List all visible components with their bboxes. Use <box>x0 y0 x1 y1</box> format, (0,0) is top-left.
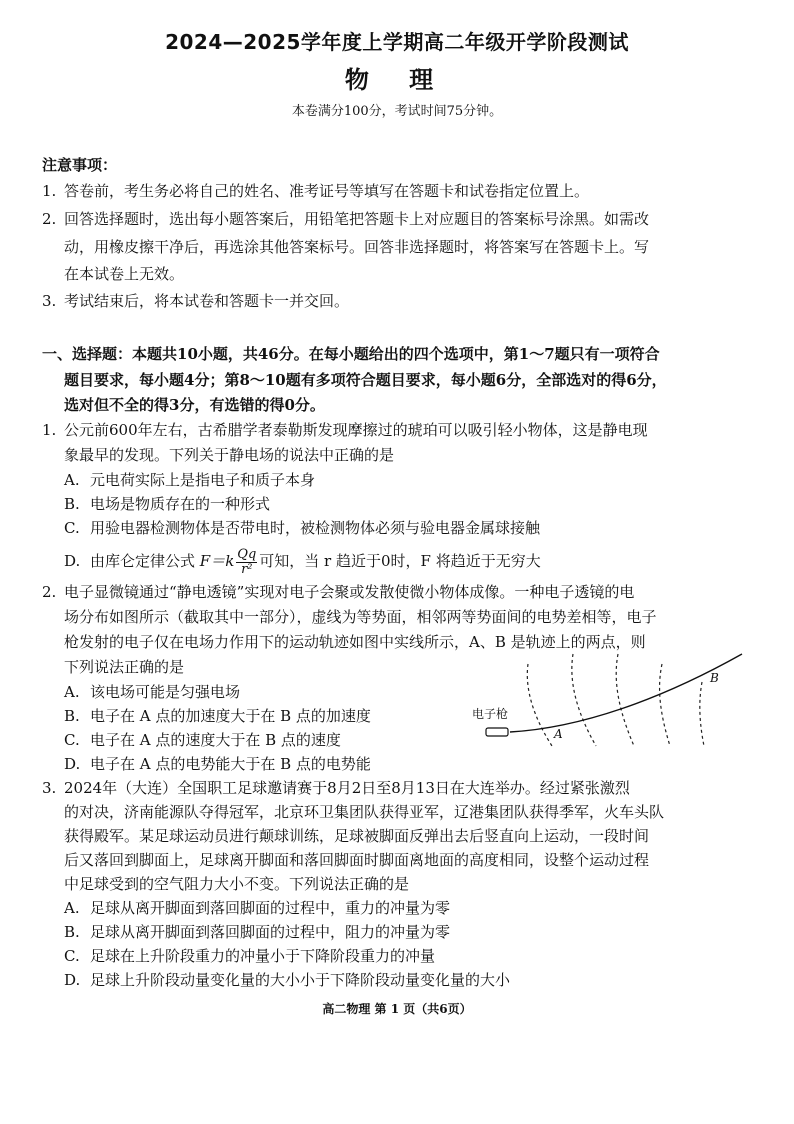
option-c <box>64 730 341 750</box>
option-text: 电子在 A 点的速度大于在 B 点的速度 <box>90 731 341 749</box>
option-label: A. <box>64 471 80 489</box>
note-text: 考试结束后，将本试卷和答题卡一并交回。 <box>64 292 350 310</box>
section-instructions: 一、选择题：本题共10小题，共46分。在每小题给出的四个选项中，第1～7题只有一项符合 <box>42 345 660 363</box>
note-number: 1. <box>42 182 57 200</box>
equipotential-line <box>660 664 670 746</box>
option-label: B. <box>64 495 80 513</box>
question-2 <box>42 582 634 602</box>
question-3 <box>42 778 630 798</box>
question-text: 象最早的发现。下列关于静电场的说法中正确的是 <box>64 446 395 464</box>
option-text: 该电场可能是匀强电场 <box>90 683 241 701</box>
option-label: C. <box>64 519 80 537</box>
point-a-label: A <box>554 727 563 741</box>
option-text: 足球从离开脚面到落回脚面的过程中，阻力的冲量为零 <box>90 923 451 941</box>
option-label: A. <box>64 683 80 701</box>
option-text: 可知，当 r 趋近于0时，F 将趋近于无穷大 <box>259 552 541 570</box>
option-a <box>64 682 240 702</box>
question-text: 场分布如图所示（截取其中一部分），虚线为等势面，相邻两等势面间的电势差相等，电子 <box>64 608 657 626</box>
option-label: B. <box>64 707 80 725</box>
option-label: A. <box>64 899 80 917</box>
electron-lens-figure <box>470 648 746 750</box>
equipotential-line <box>527 664 552 746</box>
option-a <box>64 470 315 490</box>
note-text: 答卷前，考生务必将自己的姓名、准考证号等填写在答题卡和试卷指定位置上。 <box>64 182 590 200</box>
note-text: 在本试卷上无效。 <box>64 265 185 283</box>
question-number: 2. <box>42 583 57 601</box>
equipotential-line <box>572 654 596 746</box>
formula-fraction <box>236 548 257 577</box>
note-item-1 <box>42 181 589 201</box>
equipotential-line <box>616 654 634 746</box>
question-text: 下列说法正确的是 <box>64 658 185 676</box>
option-b <box>64 922 450 942</box>
option-text: 足球在上升阶段重力的冲量小于下降阶段重力的冲量 <box>90 947 436 965</box>
note-item-2 <box>42 209 649 229</box>
option-d <box>64 970 510 990</box>
page-footer: 高二物理 第 1 页（共6页） <box>322 1002 472 1016</box>
option-text: 足球从离开脚面到落回脚面的过程中，重力的冲量为零 <box>90 899 451 917</box>
option-c <box>64 518 540 538</box>
subject-title: 物 理 <box>344 66 450 94</box>
option-text: 电子在 A 点的加速度大于在 B 点的加速度 <box>90 707 371 725</box>
option-label: B. <box>64 923 80 941</box>
option-a <box>64 898 450 918</box>
question-text: 获得殿军。某足球运动员进行颠球训练，足球被脚面反弹出去后竖直向上运动，一段时间 <box>64 827 650 845</box>
option-label: D. <box>64 552 81 570</box>
option-text: 电子在 A 点的电势能大于在 B 点的电势能 <box>90 755 371 773</box>
electron-gun-label: 电子枪 <box>472 707 509 721</box>
option-b <box>64 706 371 726</box>
point-b-label: B <box>710 671 719 685</box>
option-d <box>64 754 371 774</box>
option-b <box>64 494 270 514</box>
electron-trajectory <box>510 654 742 732</box>
notes-heading: 注意事项： <box>42 156 118 174</box>
question-text: 中足球受到的空气阻力大小不变。下列说法正确的是 <box>64 875 410 893</box>
note-text: 动，用橡皮擦干净后，再选涂其他答案标号。回答非选择题时，将答案写在答题卡上。写 <box>64 238 650 256</box>
question-text: 2024年（大连）全国职工足球邀请赛于8月2日至8月13日在大连举办。经过紧张激烈 <box>64 779 630 797</box>
note-text: 回答选择题时，选出每小题答案后，用铅笔把答题卡上对应题目的答案标号涂黑。如需改 <box>64 210 650 228</box>
exam-title: 2024—2025学年度上学期高二年级开学阶段测试 <box>165 30 629 54</box>
option-label: C. <box>64 947 80 965</box>
formula-lhs: F＝k <box>199 552 235 570</box>
question-text: 电子显微镜通过“静电透镜”实现对电子会聚或发散使微小物体成像。一种电子透镜的电 <box>64 583 635 601</box>
option-label: D. <box>64 971 81 989</box>
note-item-3 <box>42 291 349 311</box>
option-text: 足球上升阶段动量变化量的大小小于下降阶段动量变化量的大小 <box>90 971 511 989</box>
formula-denominator: r² <box>241 561 253 577</box>
option-c <box>64 946 435 966</box>
question-text: 后又落回到脚面上，足球离开脚面和落回脚面时脚面离地面的高度相同，设整个运动过程 <box>64 851 650 869</box>
question-text: 枪发射的电子仅在电场力作用下的运动轨迹如图中实线所示，A、B 是轨迹上的两点，则 <box>64 633 646 651</box>
option-text: 元电荷实际上是指电子和质子本身 <box>90 471 316 489</box>
question-text: 公元前600年左右，古希腊学者泰勒斯发现摩擦过的琥珀可以吸引轻小物体，这是静电现 <box>64 421 648 439</box>
question-number: 1. <box>42 421 57 439</box>
option-d <box>64 546 541 577</box>
question-number: 3. <box>42 779 57 797</box>
option-text: 电场是物质存在的一种形式 <box>90 495 271 513</box>
formula-numerator: Qq <box>237 546 257 562</box>
note-number: 2. <box>42 210 57 228</box>
option-text: 用验电器检测物体是否带电时，被检测物体必须与验电器金属球接触 <box>90 519 541 537</box>
section-instructions: 题目要求，每小题4分；第8～10题有多项符合题目要求，每小题6分，全部选对的得6分， <box>64 371 667 389</box>
option-label: C. <box>64 731 80 749</box>
question-text: 的对决，济南能源队夺得冠军，北京环卫集团队获得亚军，辽港集团队获得季军，火车头队 <box>64 803 665 821</box>
option-label: D. <box>64 755 81 773</box>
section-instructions: 选对但不全的得3分，有选错的得0分。 <box>64 396 325 414</box>
question-1 <box>42 420 648 440</box>
note-number: 3. <box>42 292 57 310</box>
option-text: 由库仑定律公式 <box>90 552 196 570</box>
electron-gun <box>486 728 508 736</box>
equipotential-line <box>700 682 704 746</box>
exam-meta: 本卷满分100分，考试时间75分钟。 <box>291 104 503 119</box>
